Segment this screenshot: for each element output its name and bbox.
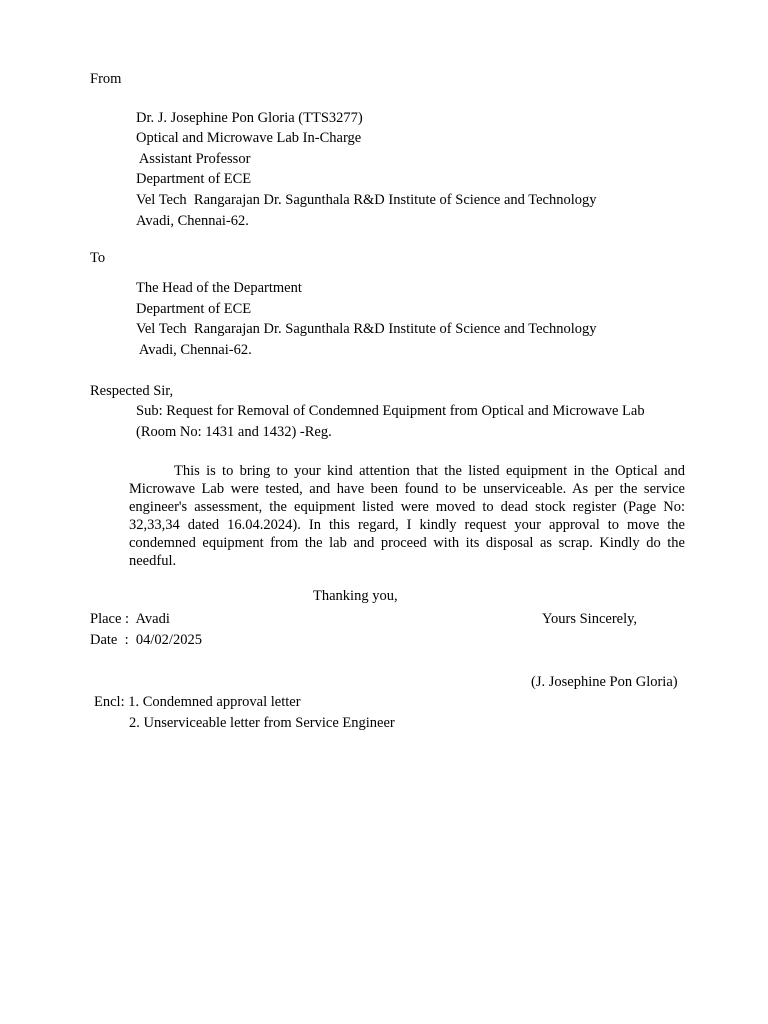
sender-institution: Vel Tech Rangarajan Dr. Sagunthala R&D Institute of Science and Technology <box>136 192 597 208</box>
sender-department: Department of ECE <box>136 171 252 187</box>
date-line: Date : 04/02/2025 <box>90 632 202 648</box>
enclosure-item-1: Encl: 1. Condemned approval letter <box>94 694 301 710</box>
subject-line-1: Sub: Request for Removal of Condemned Equipment from Optical and Microwave Lab <box>136 403 645 419</box>
place-line: Place : Avadi <box>90 611 170 627</box>
subject-line-2: (Room No: 1431 and 1432) -Reg. <box>136 424 332 440</box>
recipient-address: Avadi, Chennai-62. <box>136 342 252 358</box>
sender-title: Assistant Professor <box>136 151 251 167</box>
thanks-line: Thanking you, <box>313 588 398 604</box>
from-label: From <box>90 71 122 87</box>
sender-role: Optical and Microwave Lab In-Charge <box>136 130 362 146</box>
salutation: Respected Sir, <box>90 383 174 399</box>
letter-body: This is to bring to your kind attention that the listed equipment in the Optical and Microwave Lab were tested, and have been found to be unserviceable. As per the service engineer's assessment, the equipment listed were moved to dead stock register (Page No: 32,33,34 dated 16.04.2024). In this regard, I kindly request your approval to move the condemned equipment from the lab and proceed with its disposal as scrap. Kindly do the needful. <box>129 463 685 569</box>
enclosure-item-2: 2. Unserviceable letter from Service Engineer <box>129 715 395 731</box>
to-label: To <box>90 250 106 266</box>
recipient-title: The Head of the Department <box>136 280 302 296</box>
signature-name: (J. Josephine Pon Gloria) <box>531 674 678 690</box>
recipient-institution: Vel Tech Rangarajan Dr. Sagunthala R&D Institute of Science and Technology <box>136 321 597 337</box>
recipient-department: Department of ECE <box>136 301 252 317</box>
sender-address: Avadi, Chennai-62. <box>136 213 249 229</box>
sender-name: Dr. J. Josephine Pon Gloria (TTS3277) <box>136 110 363 126</box>
closing-line: Yours Sincerely, <box>542 611 638 627</box>
